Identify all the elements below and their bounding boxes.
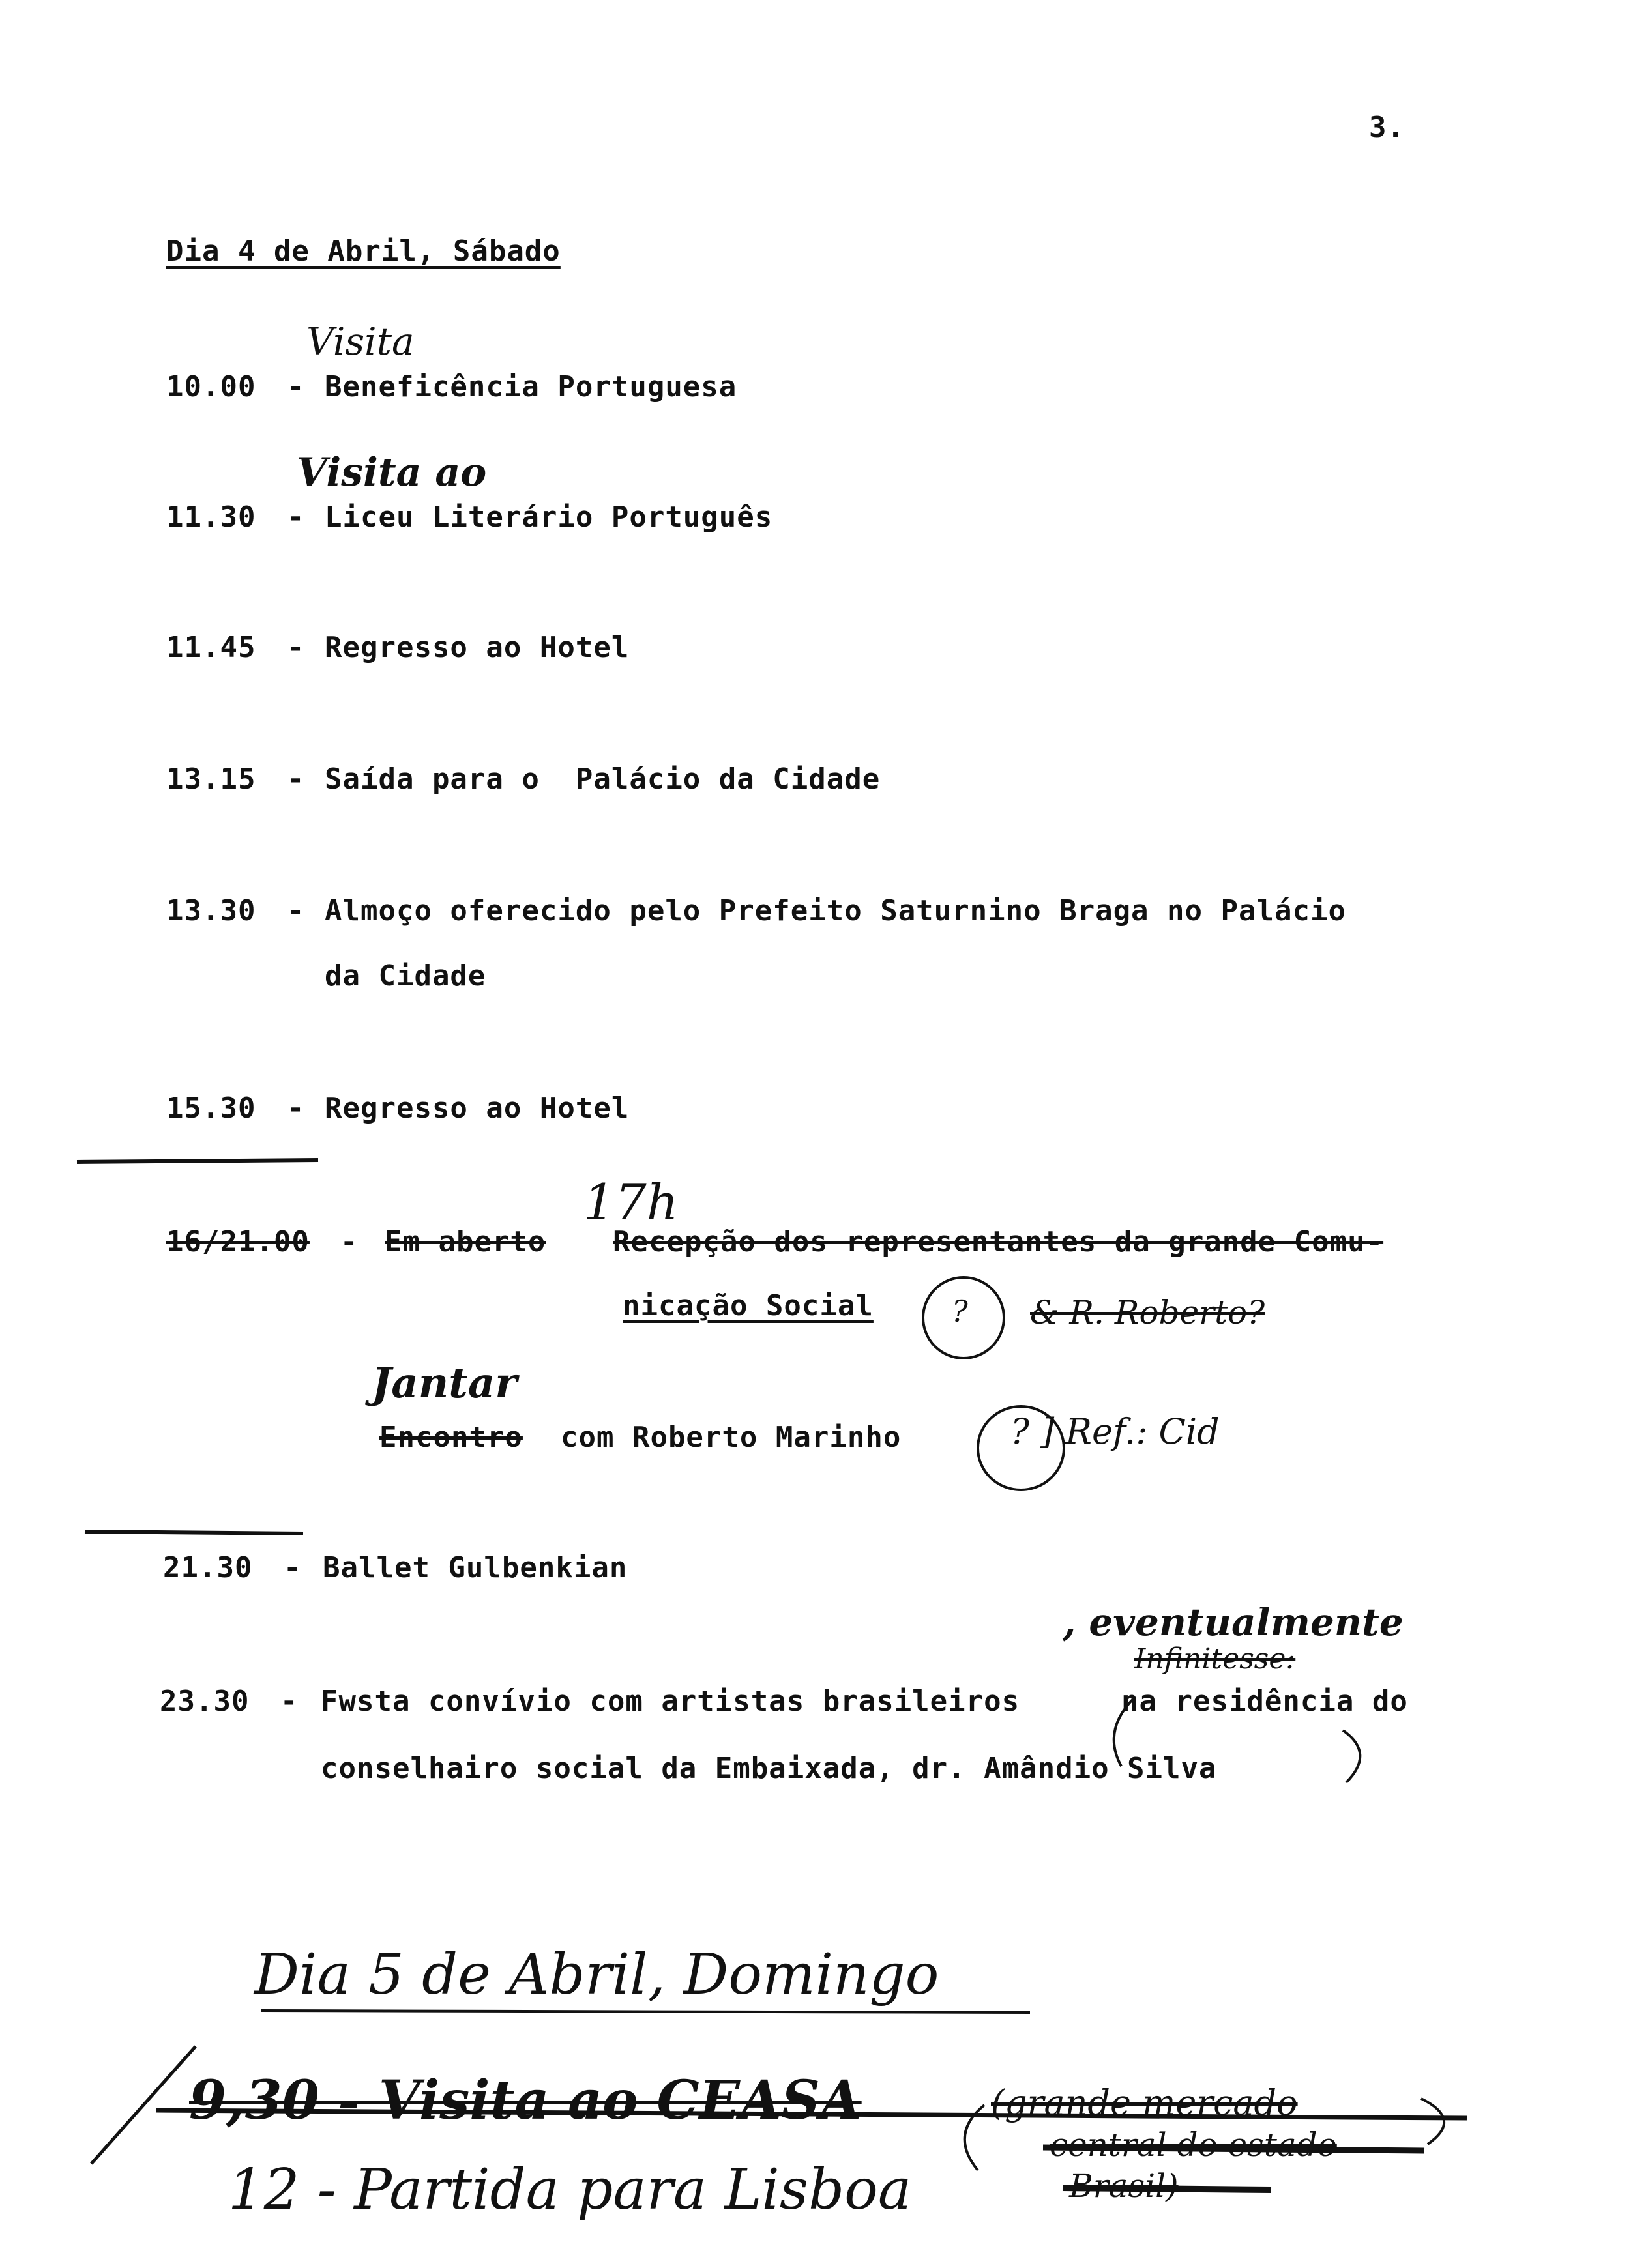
schedule-item-continuation: conselhairo social da Embaixada, dr. Amândio Silva	[321, 1752, 1217, 1785]
struck-encontro: Encontro	[379, 1421, 523, 1454]
schedule-item: Almoço oferecido pelo Prefeito Saturnino Braga no Palácio	[325, 894, 1346, 927]
dash-separator: -	[287, 894, 305, 927]
page-number: 3.	[1369, 111, 1405, 144]
schedule-time: 11.30	[166, 501, 256, 534]
schedule-time: 21.30	[163, 1551, 253, 1584]
schedule-time: 13.30	[166, 894, 256, 927]
struck-handwritten-note: Brasil)	[1069, 2167, 1179, 2205]
schedule-item: Regresso ao Hotel	[325, 631, 630, 664]
handwritten-note: Visita	[306, 319, 415, 364]
schedule-item: Beneficência Portuguesa	[325, 370, 737, 403]
dash-separator: -	[287, 763, 305, 796]
schedule-item: Liceu Literário Português	[325, 501, 773, 534]
dash-separator: -	[287, 370, 305, 403]
handwritten-line: 12 - Partida para Lisboa	[228, 2157, 912, 2222]
handwritten-note: & R. Roberto?	[1030, 1294, 1265, 1331]
struck-time: 16/21.00	[166, 1225, 310, 1258]
handwritten-note: Visita ao	[297, 450, 487, 495]
handwritten-time-note: 17h	[583, 1173, 679, 1231]
schedule-item: com Roberto Marinho	[561, 1421, 902, 1454]
dash-separator: -	[280, 1685, 299, 1718]
schedule-item-continuation: da Cidade	[325, 959, 486, 993]
struck-reception: Recepção dos representantes da grande Comu-	[613, 1225, 1384, 1258]
schedule-time: 13.15	[166, 763, 256, 796]
schedule-time: 15.30	[166, 1092, 256, 1125]
schedule-time: 23.30	[160, 1685, 250, 1718]
dash-separator: -	[287, 1092, 305, 1125]
struck-handwritten-note: (grande mercado	[991, 2082, 1298, 2123]
handwritten-note: ? ] Ref.: Cid	[1010, 1411, 1220, 1452]
schedule-item: Regresso ao Hotel	[325, 1092, 630, 1125]
schedule-time: 10.00	[166, 370, 256, 403]
handwritten-day-heading: Dia 5 de Abril, Domingo	[254, 1942, 939, 2007]
struck-open-slot: Em aberto	[385, 1225, 546, 1258]
struck-handwritten-line: 9,30 - Visita ao CEASA	[189, 2069, 862, 2132]
dash-separator: -	[340, 1225, 359, 1258]
struck-handwritten-note: central do estado	[1050, 2126, 1337, 2164]
dash-separator: -	[287, 501, 305, 534]
question-mark: ?	[952, 1294, 968, 1329]
schedule-item: Saída para o Palácio da Cidade	[325, 763, 881, 796]
day-heading: Dia 4 de Abril, Sábado	[166, 235, 561, 268]
schedule-item: Ballet Gulbenkian	[323, 1551, 628, 1584]
schedule-time: 11.45	[166, 631, 256, 664]
handwritten-note: , eventualmente	[1063, 1600, 1404, 1644]
schedule-item: na residência do	[1121, 1685, 1408, 1718]
dash-separator: -	[284, 1551, 302, 1584]
reception-continuation: nicação Social	[623, 1289, 874, 1322]
dash-separator: -	[287, 631, 305, 664]
schedule-item: Fwsta convívio com artistas brasileiros	[321, 1685, 1020, 1718]
struck-handwritten-note: Infinitesse:	[1134, 1642, 1296, 1676]
handwritten-replacement: Jantar	[372, 1359, 518, 1408]
